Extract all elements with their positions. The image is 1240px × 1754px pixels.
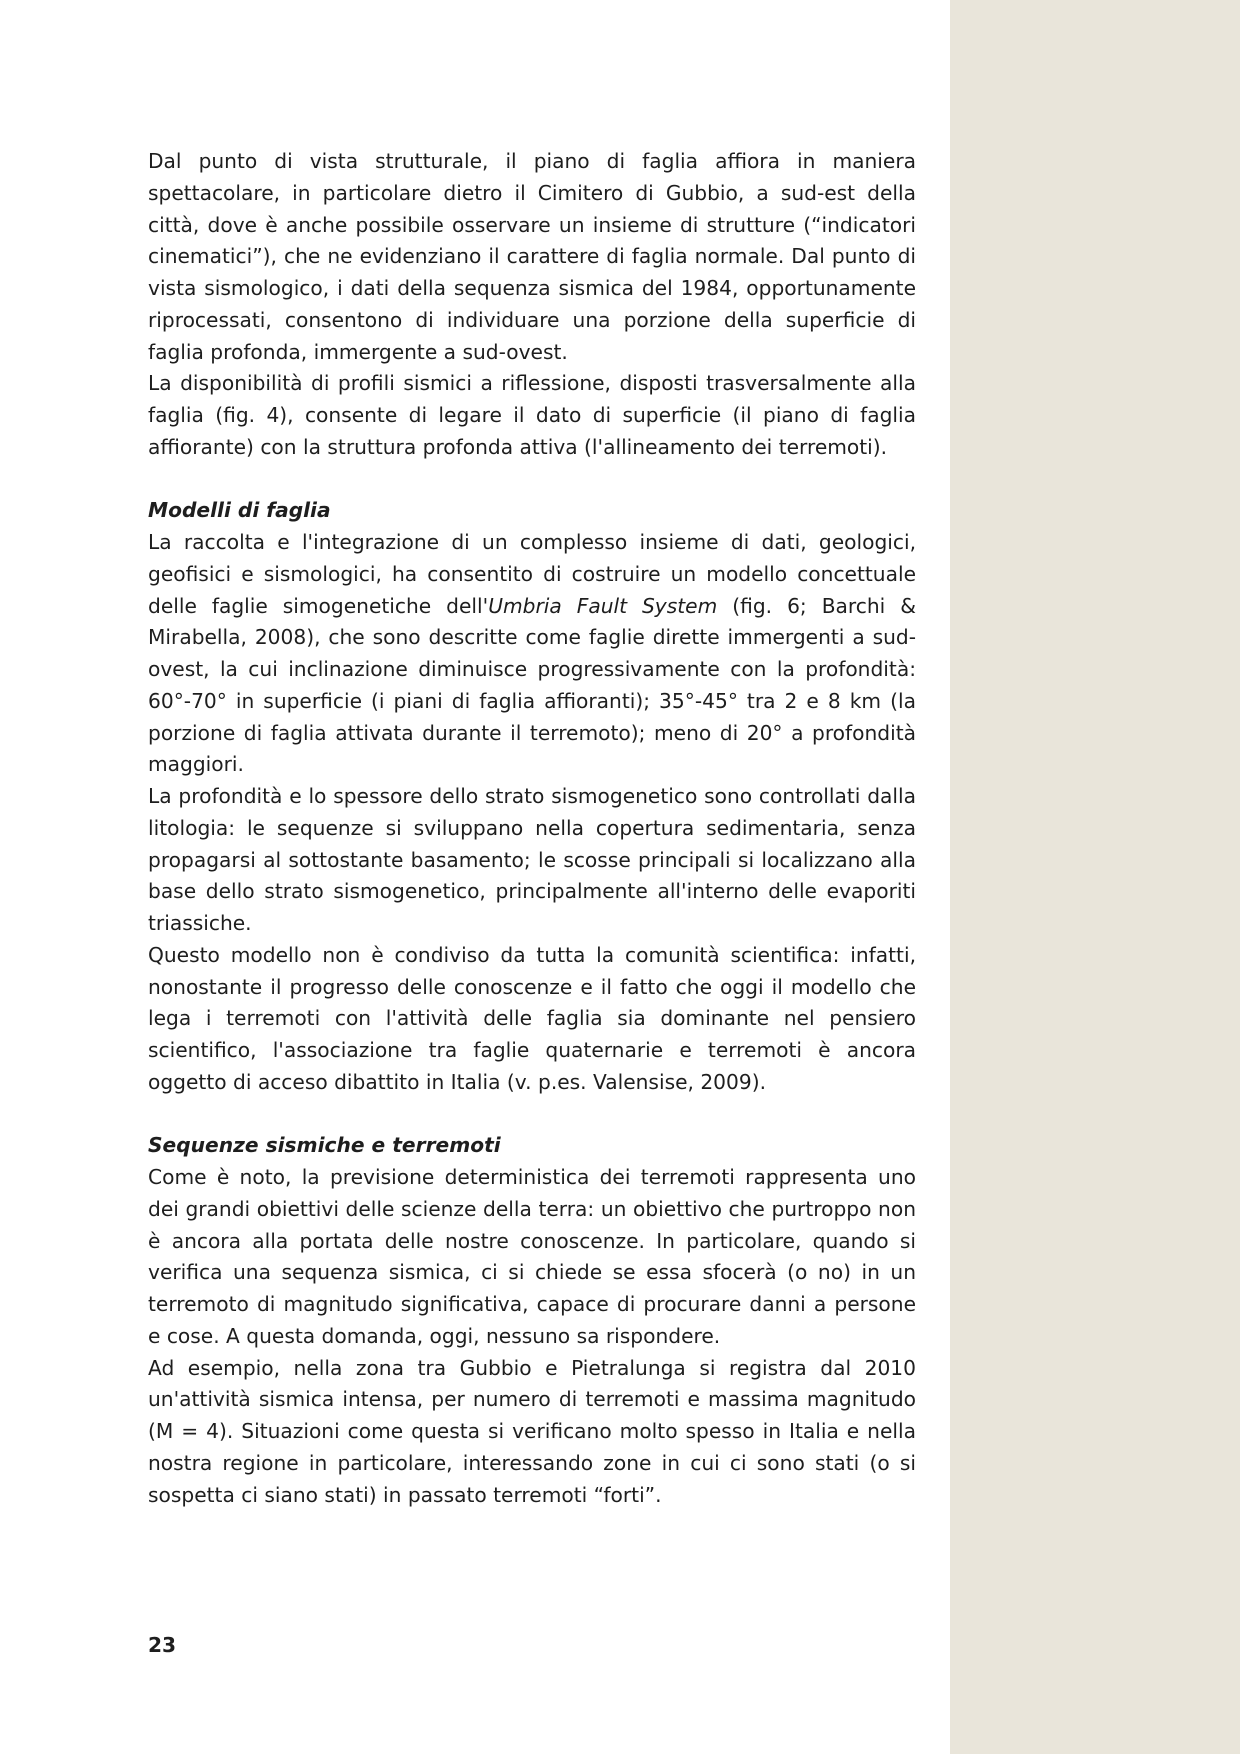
page-margin-band (950, 0, 1240, 1754)
text-run: La raccolta e l'integrazione di un complesso insieme di dati, geologici, geofisici e sismologici, ha consentito di costruire un modello concettuale delle faglie simogenetiche dell' (148, 530, 916, 618)
paragraph: Ad esempio, nella zona tra Gubbio e Pietralunga si registra dal 2010 un'attività sismica intensa, per numero di terremoti e massima magnitudo (M = 4). Situazioni come questa si verificano molto spesso in Italia e nella nostra regione in particolare, interessando zone in cui ci sono stati (o si sospetta ci siano stati) in passato terremoti “forti”. (148, 1355, 916, 1507)
paragraph (148, 527, 916, 781)
page-number: 23 (148, 1633, 177, 1657)
section-heading: Sequenze sismiche e terremoti (148, 1133, 501, 1158)
paragraph: Dal punto di vista strutturale, il piano di faglia affiora in maniera spettacolare, in particolare dietro il Cimitero di Gubbio, a sud-est della città, dove è anche possibile osservare un insieme di strutture (“indicatori cinematici”), che ne evidenziano il carattere di faglia normale. Dal punto di vista sismologico, i dati della sequenza sismica del 1984, opportunamente riprocessati, consentono di individuare una porzione della superficie di faglia profonda, immergente a sud-ovest. (148, 149, 916, 364)
section-heading: Modelli di faglia (148, 498, 331, 523)
text-run: (fig. 6; Barchi & Mirabella, 2008), che sono descritte come faglie dirette immergenti a sud-ovest, la cui inclinazione diminuisce progressivamente con la profondità: 60°-70° in superficie (i piani di faglia affioranti); 35°-45° tra 2 e 8 km (la porzione di faglia attivata durante il terremoto); meno di 20° a profondità maggiori. (148, 593, 917, 777)
paragraph: Come è noto, la previsione deterministica dei terremoti rappresenta uno dei grandi obiettivi delle scienze della terra: un obiettivo che purtroppo non è ancora alla portata delle nostre conoscenze. In particolare, quando si verifica una sequenza sismica, ci si chiede se essa sfocerà (o no) in un terremoto di magnitudo significativa, capace di procurare danni a persone e cose. A questa domanda, oggi, nessuno sa rispondere. (148, 1165, 916, 1348)
document-body (148, 146, 916, 1511)
italic-term: Umbria Fault System (488, 593, 718, 618)
paragraph: La profondità e lo spessore dello strato sismogenetico sono controllati dalla litologia: le sequenze si sviluppano nella copertura sedimentaria, senza propagarsi al sottostante basamento; le scosse principali si localizzano alla base dello strato sismogenetico, principalmente all'interno delle evaporiti triassiche. (148, 784, 916, 935)
paragraph: La disponibilità di profili sismici a riflessione, disposti trasversalmente alla faglia (fig. 4), consente di legare il dato di superficie (il piano di faglia affiorante) con la struttura profonda attiva (l'allineamento dei terremoti). (148, 371, 916, 459)
paragraph: Questo modello non è condiviso da tutta la comunità scientifica: infatti, nonostante il progresso delle conoscenze e il fatto che oggi il modello che lega i terremoti con l'attività delle faglia sia dominante nel pensiero scientifico, l'associazione tra faglie quaternarie e terremoti è ancora oggetto di acceso dibattito in Italia (v. p.es. Valensise, 2009). (148, 942, 916, 1094)
paragraph-spacer (148, 464, 916, 496)
paragraph-spacer (148, 1099, 916, 1131)
